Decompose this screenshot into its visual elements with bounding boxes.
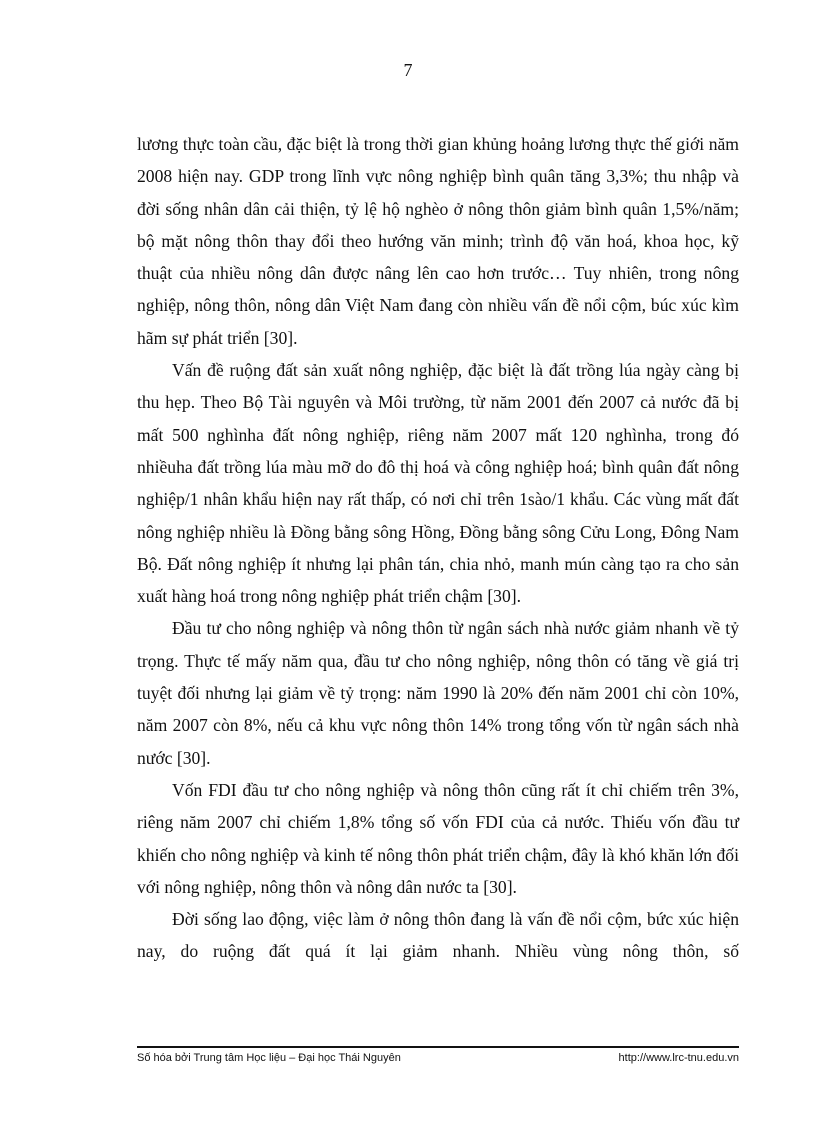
footer-source: Số hóa bởi Trung tâm Học liệu – Đại học Thái Nguyên bbox=[137, 1052, 401, 1064]
paragraph-fdi: Vốn FDI đầu tư cho nông nghiệp và nông thôn cũng rất ít chỉ chiếm trên 3%, riêng năm 2007 chỉ chiếm 1,8% tổng số vốn FDI của cả nước. Thiếu vốn đầu tư khiến cho nông nghiệp và kinh tế nông thôn phát triển chậm, đây là khó khăn lớn đối với nông nghiệp, nông thôn và nông dân nước ta [30]. bbox=[137, 779, 739, 897]
footer bbox=[137, 1052, 739, 1064]
footer-url: http://www.lrc-tnu.edu.vn bbox=[618, 1052, 739, 1064]
paragraph-land-issue: Vấn đề ruộng đất sản xuất nông nghiệp, đặc biệt là đất trồng lúa ngày càng bị thu hẹp. Theo Bộ Tài nguyên và Môi trường, từ năm 2001 đến 2007 cả nước đã bị mất 500 nghìnha đất nông nghiệp, riêng năm 2007 mất 120 nghìnha, trong đó nhiềuha đất trồng lúa màu mỡ do đô thị hoá và công nghiệp hoá; bình quân đất nông nghiệp/1 nhân khẩu hiện nay rất thấp, có nơi chỉ trên 1sào/1 khẩu. Các vùng mất đất nông nghiệp nhiều là Đồng bằng sông Hồng, Đồng bằng sông Cửu Long, Đông Nam Bộ. Đất nông nghiệp ít nhưng lại phân tán, chia nhỏ, manh mún càng tạo ra cho sản xuất hàng hoá trong nông nghiệp phát triển chậm [30]. bbox=[137, 360, 739, 607]
paragraph-labour: Đời sống lao động, việc làm ở nông thôn đang là vấn đề nổi cộm, bức xúc hiện nay, do ruộng đất quá ít lại giảm nhanh. Nhiều vùng nông thôn, số bbox=[137, 909, 739, 962]
body-text bbox=[137, 128, 739, 968]
page-number: 7 bbox=[403, 60, 413, 80]
paragraph-continuation: lương thực toàn cầu, đặc biệt là trong thời gian khủng hoảng lương thực thế giới năm 2008 hiện nay. GDP trong lĩnh vực nông nghiệp bình quân tăng 3,3%; thu nhập và đời sống nhân dân cải thiện, tỷ lệ hộ nghèo ở nông thôn giảm bình quân 1,5%/năm; bộ mặt nông thôn thay đổi theo hướng văn minh; trình độ văn hoá, khoa học, kỹ thuật của nhiều nông dân được nâng lên cao hơn trước… Tuy nhiên, trong nông nghiệp, nông thôn, nông dân Việt Nam đang còn nhiều vấn đề nổi cộm, búc xúc kìm hãm sự phát triển [30]. bbox=[137, 134, 739, 348]
paragraph-state-budget: Đầu tư cho nông nghiệp và nông thôn từ ngân sách nhà nước giảm nhanh về tỷ trọng. Thực tế mấy năm qua, đầu tư cho nông nghiệp, nông thôn có tăng về giá trị tuyệt đối nhưng lại giảm về tỷ trọng: năm 1990 là 20% đến năm 2001 chỉ còn 10%, năm 2007 còn 8%, nếu cả khu vực nông thôn 14% trong tổng vốn từ ngân sách nhà nước [30]. bbox=[137, 618, 739, 768]
footer-divider bbox=[137, 1046, 739, 1048]
